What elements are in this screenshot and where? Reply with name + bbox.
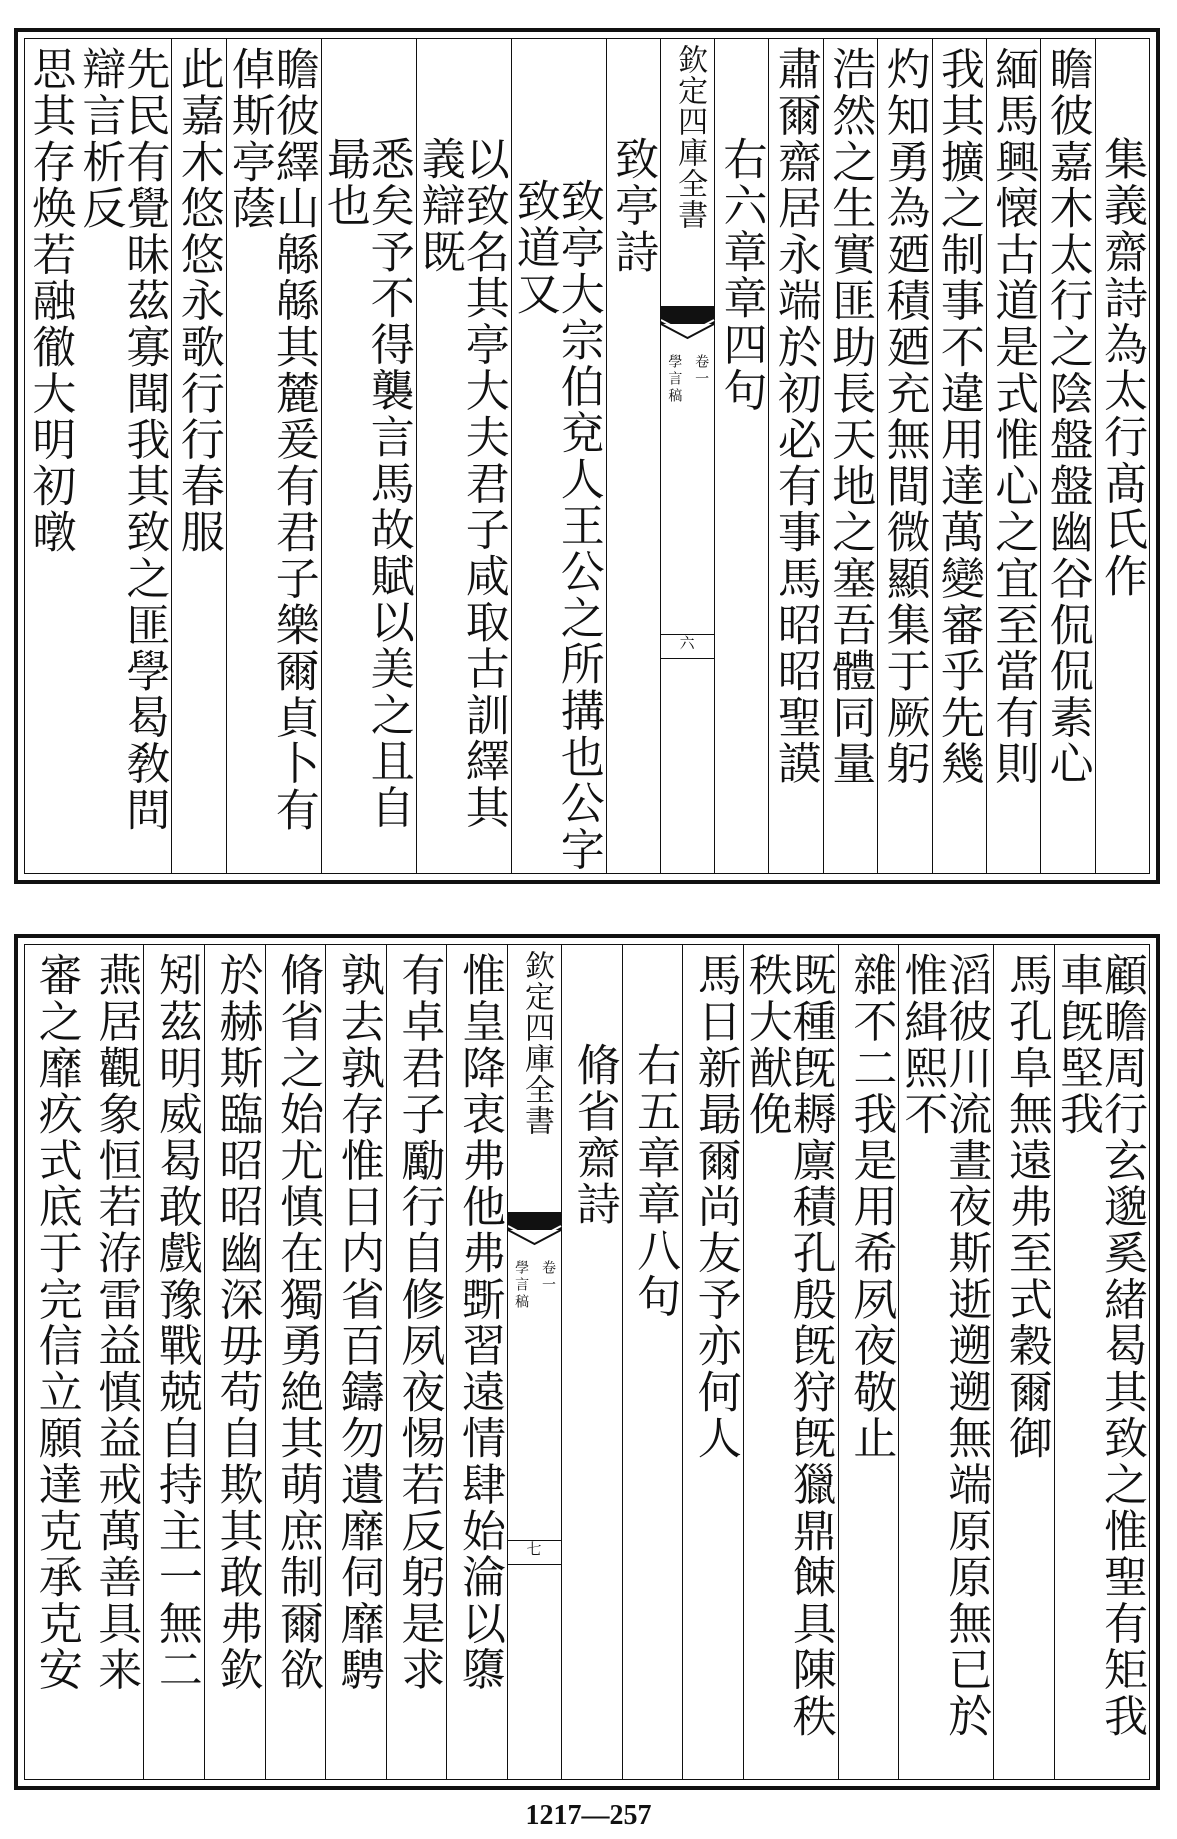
text-column: 矧茲明威曷敢戲豫戰兢自持主一無二	[144, 944, 205, 1780]
bottom-page-columns	[24, 944, 1150, 1780]
text-column: 脩省之始尤慎在獨勇絶其萌庶制爾欲	[266, 944, 327, 1780]
top-page	[14, 28, 1160, 884]
text-column: 悉矣予不得襲言馬故賦以美之且自朂也	[322, 38, 417, 874]
top-page-columns	[24, 38, 1150, 874]
text-column: 於赫斯臨昭昭幽深毋苟自欺其敢弗欽	[205, 944, 266, 1780]
volume-label: 卷一	[539, 1260, 556, 1294]
bottom-page	[14, 934, 1160, 1790]
text-column: 集義齋詩為太行髙氏作	[1096, 38, 1150, 874]
text-column: 馬日新朂爾尚友予亦何人	[683, 944, 744, 1780]
text-column: 惟皇降衷弗他弗斲習遠情肆始淪以隳	[447, 944, 508, 1780]
center-margin	[661, 38, 715, 874]
page-rule	[508, 1564, 561, 1565]
page-rule	[661, 658, 714, 659]
text-column: 肅爾齋居永端於初必有事馬昭昭聖謨	[769, 38, 823, 874]
text-column: 緬馬興懐古道是式惟心之宜至當有則	[987, 38, 1041, 874]
text-column: 審之靡疚式底于完信立願達克承克安	[30, 952, 82, 1693]
text-column: 脩省齋詩	[562, 944, 623, 1780]
text-column: 思其存焕若融徹大明初暾	[24, 46, 76, 556]
text-column: 雜不二我是用希夙夜敬止	[839, 944, 900, 1780]
book-series-title: 欽定四庫全書	[518, 950, 554, 1136]
center-margin	[508, 944, 562, 1780]
text-column: 顧瞻周行玄邈奚緒曷其致之惟聖有矩我車旣堅我	[1055, 944, 1150, 1780]
text-column: 燕居觀象恒若洊雷益慎益戒萬善具来	[84, 944, 145, 1780]
text-column: 我其擴之制事不違用達萬變審乎先幾	[933, 38, 987, 874]
text-column: 灼知勇為廼積廼充無間微顯集于厥躬	[878, 38, 932, 874]
text-column: 右五章章八句	[623, 944, 684, 1780]
page-rule	[661, 634, 714, 635]
text-column: 右六章章四句	[715, 38, 769, 874]
text-column: 孰去孰存惟日内省百鑄勿遺靡伺靡騁	[326, 944, 387, 1780]
book-title: 學言稿	[666, 354, 683, 405]
text-column: 馬孔阜無遠弗至式穀爾御	[994, 944, 1055, 1780]
page-rule	[508, 1540, 561, 1541]
page-number: 六	[679, 634, 696, 652]
text-column: 滔彼川流晝夜斯逝遡遡無端原原無已於惟緝熙不	[899, 944, 994, 1780]
text-column: 瞻彼嘉木太行之陰盤盤幽谷侃侃素心	[1041, 38, 1095, 874]
fish-tail-mark-icon	[508, 1212, 561, 1246]
text-column: 既種旣耨廪積孔殷旣狩旣獵鼎餗具陳秩秩大猷俛	[744, 944, 839, 1780]
book-title: 學言稿	[513, 1260, 530, 1311]
text-column: 浩然之生實匪助長天地之塞吾體同量	[824, 38, 878, 874]
text-column: 以致名其亭大夫君子咸取古訓繹其義辯既	[417, 38, 512, 874]
text-column: 此嘉木悠悠永歌行行春服	[172, 38, 226, 874]
text-column: 致亭詩	[607, 38, 661, 874]
text-column: 致亭大宗伯兗人王公之所搆也公字致道又	[512, 38, 607, 874]
page-code: 1217—257	[525, 1800, 652, 1831]
fish-tail-mark-icon	[661, 306, 714, 340]
book-series-title: 欽定四庫全書	[672, 44, 708, 230]
text-column: 有卓君子勵行自修夙夜惕若反躬是求	[387, 944, 448, 1780]
volume-label: 卷一	[693, 354, 710, 388]
text-column: 瞻彼繹山緜緜其麓爰有君子樂爾貞卜有倬斯亭蔭	[227, 38, 322, 874]
page-number: 七	[526, 1540, 543, 1558]
text-column: 先民有覺昧茲寡聞我其致之匪學曷敎問辯言析反	[77, 38, 172, 874]
